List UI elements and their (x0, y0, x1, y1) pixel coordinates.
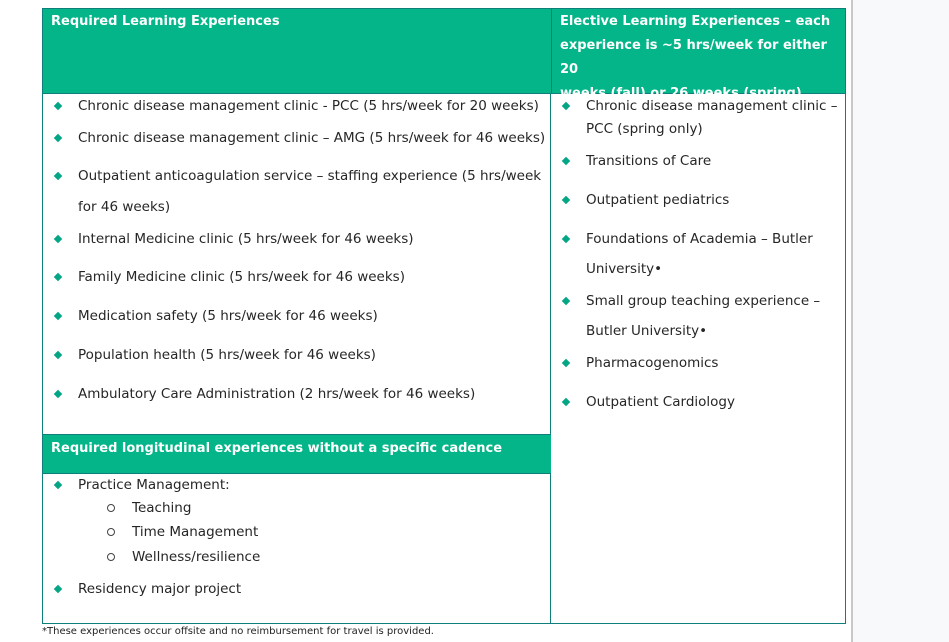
elective-item: Foundations of Academia – Butler (586, 231, 813, 247)
required-item-continued: for 46 weeks) (78, 199, 171, 215)
elective-item-continued: University• (586, 261, 663, 277)
circle-bullet-icon (107, 504, 115, 512)
elective-header-line: Elective Learning Experiences – each (560, 14, 831, 29)
required-item: Medication safety (5 hrs/week for 46 weeks) (78, 308, 378, 324)
project-item: Residency major project (78, 581, 242, 597)
sub-item: Time Management (132, 524, 259, 540)
required-header-text: Required Learning Experiences (51, 14, 280, 29)
diamond-bullet-icon (562, 297, 570, 305)
diamond-bullet-icon (54, 102, 62, 110)
diamond-bullet-icon (54, 585, 62, 593)
diamond-bullet-icon (54, 390, 62, 398)
sub-item: Wellness/resilience (132, 549, 261, 565)
elective-header-line: weeks (fall) or 26 weeks (spring). (560, 86, 807, 101)
required-item: Chronic disease management clinic – AMG (5 hrs/week for 46 weeks) (78, 130, 546, 146)
elective-item: Small group teaching experience – (586, 293, 821, 309)
sub-item: Teaching (132, 500, 192, 516)
elective-item-continued: PCC (spring only) (586, 121, 703, 137)
elective-item: Chronic disease management clinic – (586, 98, 838, 114)
footnote: *These experiences occur offsite and no reimbursement for travel is provided. (42, 626, 434, 637)
diamond-bullet-icon (562, 196, 570, 204)
elective-item: Transitions of Care (586, 153, 712, 169)
elective-item: Pharmacogenomics (586, 355, 719, 371)
required-item: Family Medicine clinic (5 hrs/week for 46 weeks) (78, 269, 405, 285)
required-item: Outpatient anticoagulation service – staffing experience (5 hrs/week (78, 168, 542, 184)
elective-header-line: experience is ~5 hrs/week for either 20 (560, 38, 827, 77)
required-item: Internal Medicine clinic (5 hrs/week for 46 weeks) (78, 231, 414, 247)
required-item: Population health (5 hrs/week for 46 weeks) (78, 347, 376, 363)
diamond-bullet-icon (562, 359, 570, 367)
circle-bullet-icon (107, 528, 115, 536)
diamond-bullet-icon (54, 134, 62, 142)
practice-management-item: Practice Management: (78, 477, 230, 493)
diamond-bullet-icon (562, 398, 570, 406)
diamond-bullet-icon (54, 235, 62, 243)
elective-header (551, 9, 845, 101)
diamond-bullet-icon (54, 351, 62, 359)
circle-bullet-icon (107, 553, 115, 561)
side-panel (851, 0, 949, 642)
required-header (43, 9, 551, 94)
diamond-bullet-icon (562, 157, 570, 165)
diamond-bullet-icon (54, 312, 62, 320)
longitudinal-header (43, 434, 551, 474)
learning-experiences-table (42, 8, 846, 624)
elective-item: Outpatient pediatrics (586, 192, 730, 208)
diamond-bullet-icon (54, 481, 62, 489)
longitudinal-header-text: Required longitudinal experiences without a specific cadence (51, 441, 503, 456)
required-item: Ambulatory Care Administration (2 hrs/week for 46 weeks) (78, 386, 476, 402)
elective-item-continued: Butler University• (586, 323, 708, 339)
diamond-bullet-icon (562, 235, 570, 243)
required-item: Chronic disease management clinic - PCC (5 hrs/week for 20 weeks) (78, 98, 539, 114)
diamond-bullet-icon (54, 172, 62, 180)
elective-item: Outpatient Cardiology (586, 394, 735, 410)
diamond-bullet-icon (54, 273, 62, 281)
column-divider (550, 94, 551, 624)
